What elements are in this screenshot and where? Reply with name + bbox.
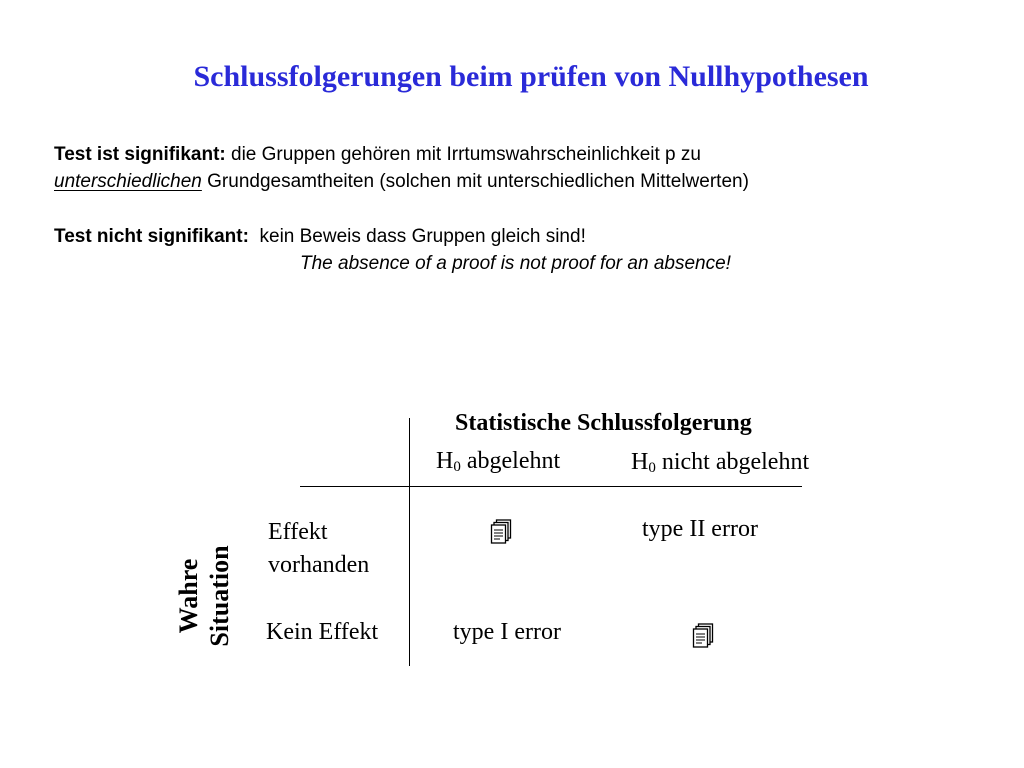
column-header-not-rejected: $H_0$ nicht abgelehnt	[631, 449, 810, 476]
not-significant-text: kein Beweis dass Gruppen gleich sind!	[259, 226, 586, 247]
significant-line-1	[54, 144, 701, 166]
significant-line-2	[54, 171, 749, 193]
significant-text-2: Grundgesamtheiten (solchen mit unterschiedlichen Mittelwerten)	[207, 171, 749, 192]
table-header: Statistische Schlussfolgerung	[455, 410, 752, 436]
row-label-no-effect: Kein Effekt	[266, 619, 379, 645]
significant-emphasis: unterschiedlichen	[54, 171, 202, 192]
row-label-effect-present: Effekt vorhanden	[268, 519, 370, 578]
significant-label: Test ist signifikant:	[54, 144, 226, 165]
not-significant-label: Test nicht signifikant:	[54, 226, 249, 247]
table-horizontal-divider	[300, 486, 802, 487]
table-vertical-divider	[409, 418, 410, 666]
slide-title: Schlussfolgerungen beim prüfen von Nullhypothesen	[193, 60, 869, 93]
document-stack-icon	[489, 519, 513, 545]
column-header-rejected: $H_0$ abgelehnt	[436, 448, 561, 475]
not-significant-line	[54, 226, 586, 248]
cell-type-ii-error: type II error	[642, 516, 758, 542]
row-axis-label: Wahre Situation	[174, 545, 234, 647]
absence-quote: The absence of a proof is not proof for an absence!	[300, 253, 731, 274]
cell-type-i-error: type I error	[453, 619, 561, 645]
document-stack-icon	[691, 623, 715, 649]
significant-text-1: die Gruppen gehören mit Irrtumswahrscheinlichkeit p zu	[231, 144, 701, 165]
